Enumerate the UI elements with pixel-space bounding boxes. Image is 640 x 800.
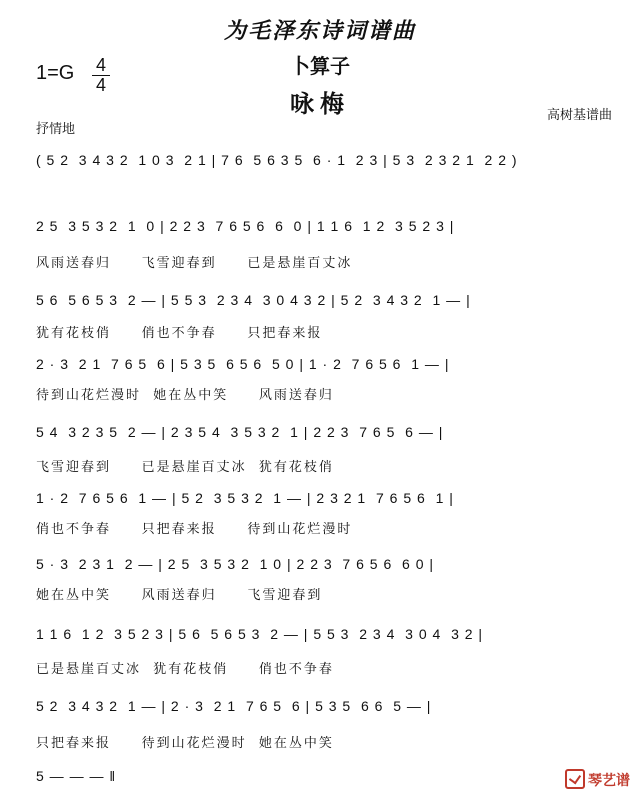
- lyric-line: 俏也不争春 只把春来报 待到山花烂漫时: [36, 522, 353, 537]
- lyric-line: 飞雪迎春到 已是悬崖百丈冰 犹有花枝俏: [36, 460, 334, 475]
- notation-line: 5 · 3 2 3 1 2 — | 2 5 3 5 3 2 1 0 | 2 2 3 7 6 5 6 6 0 |: [36, 556, 435, 572]
- notation-line: 2 5 3 5 3 2 1 0 | 2 2 3 7 6 5 6 6 0 | 1 1 6 1 2 3 5 2 3 |: [36, 218, 455, 234]
- lyric-line: 风雨送春归 飞雪迎春到 已是悬崖百丈冰: [36, 256, 353, 271]
- notation-line: 1 1 6 1 2 3 5 2 3 | 5 6 5 6 5 3 2 — | 5 5 3 2 3 4 3 0 4 3 2 |: [36, 626, 484, 642]
- notation-line: 1 · 2 7 6 5 6 1 — | 5 2 3 5 3 2 1 — | 2 3 2 1 7 6 5 6 1 |: [36, 490, 454, 506]
- song-title: 卜算子: [290, 54, 350, 78]
- lyric-line: 她在丛中笑 风雨送春归 飞雪迎春到: [36, 588, 323, 603]
- logo-icon: [565, 769, 585, 789]
- song-subtitle: 咏梅: [290, 89, 350, 118]
- key-signature: 1=G: [36, 62, 75, 84]
- lyric-line: 待到山花烂漫时 她在丛中笑 风雨送春归: [36, 388, 334, 403]
- notation-line: 5 2 3 4 3 2 1 — | 2 · 3 2 1 7 6 5 6 | 5 3 5 6 6 5 — |: [36, 698, 432, 714]
- intro-line: ( 5 2 3 4 3 2 1 0 3 2 1 | 7 6 5 6 3 5 6 · 1 2 3 | 5 3 2 3 2 1 2 2 ): [36, 152, 518, 168]
- notation-line: 2 · 3 2 1 7 6 5 6 | 5 3 5 6 5 6 5 0 | 1 · 2 7 6 5 6 1 — |: [36, 356, 450, 372]
- composer: 高树基谱曲: [546, 108, 612, 123]
- watermark-text: 琴艺谱: [588, 773, 630, 789]
- notation-line: 5 6 5 6 5 3 2 — | 5 5 3 2 3 4 3 0 4 3 2 | 5 2 3 4 3 2 1 — |: [36, 292, 471, 308]
- tempo-mood: 抒情地: [36, 122, 76, 137]
- ending-line: 5 — — — ‖: [36, 768, 117, 784]
- notation-line: 5 4 3 2 3 5 2 — | 2 3 5 4 3 5 3 2 1 | 2 2 3 7 6 5 6 — |: [36, 424, 444, 440]
- lyric-line: 只把春来报 待到山花烂漫时 她在丛中笑: [36, 736, 334, 751]
- series-title: 为毛泽东诗词谱曲: [223, 18, 416, 44]
- lyric-line: 已是悬崖百丈冰 犹有花枝俏 俏也不争春: [36, 662, 334, 677]
- time-signature: [92, 56, 110, 95]
- watermark-logo: [565, 769, 630, 790]
- time-numerator: 4: [95, 55, 106, 75]
- lyric-line: 犹有花枝俏 俏也不争春 只把春来报: [36, 326, 323, 341]
- time-denominator: 4: [92, 75, 110, 95]
